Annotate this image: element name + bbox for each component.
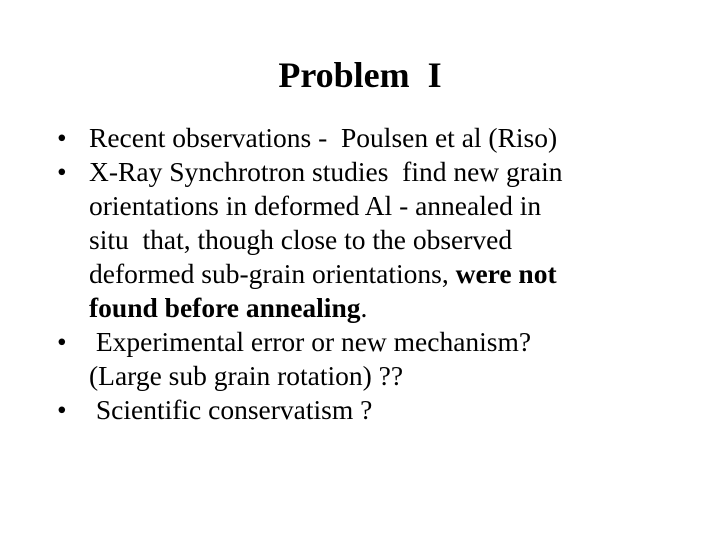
bullet-dot-icon: • [57,156,67,187]
bullet-item [57,121,697,155]
bullet-text: deformed sub-grain orientations, [89,258,456,289]
bullet-text: orientations in deformed Al - annealed in [89,190,542,221]
bullet-text: Recent observations - Poulsen et al (Riso) [89,122,558,153]
bullet-dot-icon: • [57,122,67,153]
bullet-text-line [89,257,697,291]
emphasis-text: were not [455,258,557,289]
bullet-text-line [89,291,697,325]
bullet-item [57,325,697,393]
bullet-item [57,155,697,325]
bullet-dot-icon: • [57,394,67,425]
bullet-text: situ that, though close to the observed [89,224,513,255]
bullet-text: . [360,292,368,323]
bullet-list [57,121,697,427]
bullet-text: (Large sub grain rotation) ?? [89,360,404,391]
bullet-text: Experimental error or new mechanism? [89,326,532,357]
emphasis-text: found before annealing [89,292,361,323]
bullet-item [57,393,697,427]
bullet-text: Scientific conservatism ? [89,394,373,425]
bullet-text: X-Ray Synchrotron studies find new grain [89,156,563,187]
slide-title: Problem I [278,55,442,95]
bullet-dot-icon: • [57,326,67,357]
